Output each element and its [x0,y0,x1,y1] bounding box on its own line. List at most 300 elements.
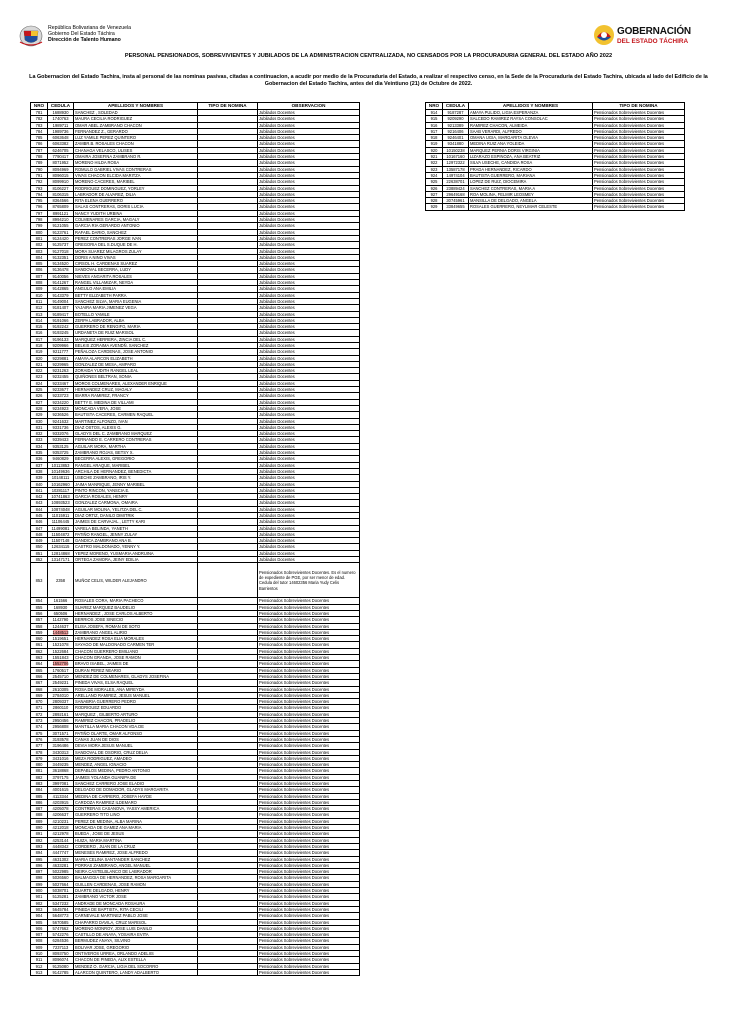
cell-nro: 808 [31,280,48,286]
cell-nro: 920 [426,147,443,153]
cell-observacion: Pensionados Sobrevivientes Docentes [258,957,360,963]
cell-cedula: 9236526 [48,412,74,418]
cell-nro: 874 [31,724,48,730]
cell-nombres: JAIMA MANRIQUE, JENNY MARIBEL [74,481,198,487]
document-title: PERSONAL PENSIONADOS, SOBREVIVIENTES Y JUBILADOS DE LA ADMINISTRACION CENTRALIZADA, NO CENSADOS POR LA PROCURADURIA GENERAL DEL ESTADO AÑO 2022 [124,53,613,59]
cell-nro: 824 [31,380,48,386]
cell-nro: 893 [31,843,48,849]
cell-nombres: DEPABLOS MEDINA, PEDRO ANTONIO [74,768,198,774]
cell-cedula: 9187287 [443,110,469,116]
cell-nro: 896 [31,862,48,868]
left-table-header [31,103,360,110]
cell-nombres: AGUILAR MOLINA, YELITZA DEL C. [74,506,198,512]
cell-cedula: 5645784 [48,906,74,912]
cell-observacion: Pensionados Sobrevivientes Docentes [258,774,360,780]
cell-nombres: QUIÑONES BELTRAN, SONIA [74,374,198,380]
cell-observacion: Pensionados Sobrevivientes Docentes [258,780,360,786]
cell-nombres: BETTY ELIZABETH PARRA [74,292,198,298]
cell-nombres: BECERRA ALEXIS, GREGORIO [74,456,198,462]
cell-tipo-nomina: Pensionados Sobrevivientes Docentes [593,172,685,178]
cell-observacion: Jubilados Docentes [258,217,360,223]
cell-nro: 843 [31,500,48,506]
cell-nro: 923 [426,166,443,172]
cell-nombres: RODRIGUEZ DOMINGUEZ, YORLEY [74,185,198,191]
cell-observacion: Jubilados Docentes [258,405,360,411]
cell-cedula: 7237113 [48,944,74,950]
cell-nro: 804 [31,254,48,260]
cell-nro: 834 [31,443,48,449]
cell-cedula: 9149004 [48,298,74,304]
cell-cedula: 1688930 [48,110,74,116]
cell-observacion: Jubilados Docentes [258,280,360,286]
cell-nombres: BOTELLO YAMILE [74,311,198,317]
cell-nombres: MARQUEZ PERNIA DORIS VIRGINIA [469,147,593,153]
cell-nro: 787 [31,147,48,153]
cell-nombres: MAURA CECILIA RODRIGUEZ [74,116,198,122]
cell-nro: 926 [426,185,443,191]
cell-cedula: 10113853 [48,462,74,468]
cell-observacion: Jubilados Docentes [258,204,360,210]
cell-cedula: 3431016 [48,755,74,761]
cell-nro: 828 [31,405,48,411]
cell-nombres: PEREZ CONTRERAS JORGE IVAN [74,235,198,241]
cell-observacion: Pensionados Sobrevivientes Docentes [258,743,360,749]
cell-nombres: MONCADA VERA, JOSE [74,405,198,411]
cell-observacion: Jubilados Docentes [258,349,360,355]
cell-cedula: 4633281 [48,862,74,868]
cell-nro: 805 [31,261,48,267]
cell-cedula: 3430313 [48,749,74,755]
cell-nro: 929 [426,204,443,210]
cell-nombres: CARDOZA RAMIREZ ILDEMARO [74,799,198,805]
cell-nombres: DELGADO DE DOMADOR, GLADYS MARGARITA [74,787,198,793]
cell-nro: 901 [31,894,48,900]
cell-cedula: 2809337 [48,699,74,705]
cell-cedula: 6284536 [48,938,74,944]
header-cedula: CEDULA [48,103,74,110]
cell-nombres: ZAMBR.B. ROSALES CHACON [74,141,198,147]
cell-nro: 912 [31,963,48,969]
cell-nombres: LOPEZ DE RUIZ, DIOCEMIRA [469,179,593,185]
cell-nombres: IBARRA RAMIREZ, FRANCY [74,393,198,399]
cell-nombres: PATIÑO OLARTE, OMAR ALFONSO [74,730,198,736]
cell-nombres: ROSALES CORA, MARIA PACHECO [74,598,198,604]
cell-nro: 786 [31,141,48,147]
cell-cedula: 8765809 [48,204,74,210]
cell-nro: 815 [31,324,48,330]
cell-nro: 814 [31,317,48,323]
cell-nombres: CIRSOL H. CARDENAS SUAREZ [74,261,198,267]
cell-observacion: Jubilados Docentes [258,110,360,116]
cell-nombres: ZAMBRANO ROJAS, BETSY X. [74,450,198,456]
cell-cedula: 4206637 [48,812,74,818]
cell-cedula: 9353725 [48,450,74,456]
cell-nro: 883 [31,780,48,786]
cell-nombres: CASTILLO DE ANAYA, YOSAIRA EVITA [74,932,198,938]
cell-cedula: 9233467 [48,380,74,386]
cell-nombres: SAYAGO DE MALDONADO CARMEN TER [74,642,198,648]
cell-observacion: Pensionados Sobrevivientes Docentes [258,825,360,831]
cell-nro: 906 [31,925,48,931]
cell-observacion: Jubilados Docentes [258,443,360,449]
cell-cedula: 2892161 [48,711,74,717]
cell-nombres: MONCADA DE GAMEZ ANA MARIA [74,825,198,831]
cell-cedula: 9216406 [443,128,469,134]
cell-observacion: Pensionados Sobrevivientes Docentes [258,598,360,604]
cell-observacion: Pensionados Sobrevivientes Docentes [258,604,360,610]
cell-nombres: PINEDA VIVAS, ELSA RAQUEL [74,680,198,686]
cell-nro: 861 [31,642,48,648]
cell-observacion: Pensionados Sobrevivientes Docentes [258,699,360,705]
cell-nombres: SILVA USECHE, CANDIDA ROSA [469,160,593,166]
header-nombres: APELLIDOS Y NOMBRES [74,103,198,110]
cell-nro: 871 [31,705,48,711]
cell-nro: 810 [31,292,48,298]
cell-nombres: HERNANDEZ CRUZ, MAGALY [74,387,198,393]
cell-nombres: DIAZ ORTIZ, DANILO DIMITRIK [74,513,198,519]
cell-cedula: 5670585 [48,919,74,925]
cell-cedula: 10874048 [48,506,74,512]
cell-nombres: JAIMES YOLANDA GUANIPA DE [74,774,198,780]
cell-nombres: MUÑOZ CELIS, WILDER ALEJANDRO [74,563,198,598]
cell-cedula: 10150238 [443,147,469,153]
cell-nombres: SALCEDO RAMIREZ RAYSA CONSOLAC [469,116,593,122]
cell-observacion: Pensionados Sobrevivientes Docentes [258,881,360,887]
cell-nro: 917 [426,128,443,134]
cell-cedula: 10167160 [443,154,469,160]
cell-cedula: 9229965 [48,361,74,367]
cell-observacion: Jubilados Docentes [258,387,360,393]
cell-nro: 783 [31,122,48,128]
cell-nombres: RAMIREZ CHACON, PRADELIO [74,718,198,724]
cell-observacion: Pensionados Sobrevivientes Docentes [258,843,360,849]
cell-nombres: OMAR ABEL ZAMBRANO CHACON [74,122,198,128]
cell-tipo-nomina: Pensionados Sobrevivientes Docentes [593,116,685,122]
left-table [30,102,360,976]
cell-nro: 866 [31,673,48,679]
cell-observacion: Jubilados Docentes [258,437,360,443]
cell-nro: 844 [31,506,48,512]
cell-cedula: 9123761 [48,229,74,235]
cell-nombres: DORIS A NINO VIVAS [74,254,198,260]
cell-cedula: 1760517 [48,667,74,673]
cell-observacion: Pensionados Sobrevivientes Docentes [258,762,360,768]
cell-nombres: MARQUEZ HERRERA, ZINCIA DEL C. [74,336,198,342]
cell-nombres: PEREZ DE MEDINA, ALBA MARINA [74,818,198,824]
cell-nro: 921 [426,154,443,160]
cell-cedula: 9211777 [48,349,74,355]
cell-nro: 823 [31,374,48,380]
cell-cedula: 9232455 [48,374,74,380]
cell-nro: 832 [31,431,48,437]
cell-cedula: 9233723 [48,393,74,399]
cell-nro: 887 [31,806,48,812]
cell-cedula: 10893523 [48,500,74,506]
cell-cedula: 9341880 [443,141,469,147]
cell-cedula: 9132351 [48,254,74,260]
cell-observacion: Pensionados Sobrevivientes Docentes [258,642,360,648]
cell-observacion: Pensionados Sobrevivientes Docentes [258,673,360,679]
cell-nro: 909 [31,944,48,950]
cell-nombres: SANDOVAL DE OSORIO, CRUZ DELIA [74,749,198,755]
cell-nombres: BALMAGGIA DE HERNANDEZ, ROSA MARGARITA [74,875,198,881]
cell-cedula: 9229881 [48,355,74,361]
cell-cedula: 9134520 [48,261,74,267]
cell-cedula: 2545710 [48,673,74,679]
cell-nro: 813 [31,311,48,317]
cell-cedula: 1989736 [48,128,74,134]
cell-cedula: 2860110 [48,705,74,711]
cell-cedula: 8096015 [48,172,74,178]
cell-nro: 855 [31,604,48,610]
cell-nombres: URDANETA DE RUIZ MARISOL [74,330,198,336]
cell-nro: 865 [31,667,48,673]
cell-nombres: DURAN PEREZ NEARIO [74,667,198,673]
cell-cedula: 650506 [48,610,74,616]
cell-nro: 793 [31,185,48,191]
cell-cedula: 8994210 [48,217,74,223]
cell-nro: 836 [31,456,48,462]
cell-cedula: 29649168 [443,191,469,197]
cell-nro: 798 [31,217,48,223]
cell-nombres: MARIA CELINA SANTANDER SANCHEZ [74,856,198,862]
cell-observacion: Jubilados Docentes [258,286,360,292]
cell-nro: 903 [31,906,48,912]
cell-observacion: Pensionados Sobrevivientes Docentes. Es el numero de expediente de PGE, por ser menor de edad. Cedula del tutor 14602356 Maria Yudy Celis Barrientos [258,563,360,598]
cell-nombres: MENDEZ, ANGEL IGNACIO [74,762,198,768]
cell-tipo-nomina [198,969,258,975]
cell-nro: 895 [31,856,48,862]
cell-nombres: ZORAIDA YUDITH RANGEL LEAL [74,368,198,374]
header-nro: NRO [426,103,443,110]
cell-nro: 878 [31,749,48,755]
cell-observacion: Pensionados Sobrevivientes Docentes [258,636,360,642]
cell-nro: 922 [426,160,443,166]
cell-cedula: 5022985 [48,869,74,875]
cell-cedula: 4212978 [48,831,74,837]
cell-observacion: Jubilados Docentes [258,160,360,166]
cell-cedula: 4205078 [48,806,74,812]
cell-observacion: Jubilados Docentes [258,298,360,304]
cell-nombres: LIZARAZO ESPINOZA, ANA BEATRIZ [469,154,593,160]
cell-nombres: FERNANDEZ Z., GERARDO [74,128,198,134]
cell-cedula: 8093750 [48,951,74,957]
cell-observacion: Pensionados Sobrevivientes Docentes [258,793,360,799]
cell-cedula: 1989711 [48,122,74,128]
cell-observacion: Jubilados Docentes [258,500,360,506]
cell-nro: 898 [31,875,48,881]
cell-nombres: ALARCON QUINTERO, LANDY ADALBERTO [74,969,198,975]
cell-observacion: Jubilados Docentes [258,506,360,512]
cell-nombres: ROSALES GUERRERO, NEYLIMAR CELESTE [469,204,593,210]
government-lines [48,25,131,44]
cell-cedula: 3797175 [48,774,74,780]
cell-observacion: Jubilados Docentes [258,399,360,405]
cell-observacion: Pensionados Sobrevivientes Docentes [258,850,360,856]
cell-nro: 882 [31,774,48,780]
cell-nombres: MARTINEZ ALFONZO, IVAN [74,418,198,424]
cell-nombres: FERNANDO E. CARRERO CONTRERAS [74,437,198,443]
cell-nro: 854 [31,598,48,604]
cell-cedula: 9246401 [443,135,469,141]
cell-nro: 881 [31,768,48,774]
cell-nro: 816 [31,330,48,336]
cell-nro: 838 [31,468,48,474]
cell-nro: 875 [31,730,48,736]
gobernacion-logo-icon [593,24,615,46]
cell-observacion: Pensionados Sobrevivientes Docentes [258,718,360,724]
cell-cedula: 9213389 [443,122,469,128]
cell-cedula: 9209966 [48,342,74,348]
cell-nro: 877 [31,743,48,749]
table-row [31,969,360,975]
cell-nombres: OMAIRA JOSEFINA ZAMBRANO R. [74,154,198,160]
cell-nombres: RITA ELENA GUERRERO [74,198,198,204]
cell-observacion: Pensionados Sobrevivientes Docentes [258,711,360,717]
cell-cedula: 11507148 [48,538,74,544]
cell-nombres: RODRIGUEZ EDUARDO [74,705,198,711]
cell-observacion: Jubilados Docentes [258,368,360,374]
cell-nombres: OMANA UGIA, MARGARITA OLEVIA [469,135,593,141]
cell-cedula: 10281117 [48,487,74,493]
cell-nro: 886 [31,799,48,805]
cell-nro: 839 [31,475,48,481]
cell-cedula: 9191066 [48,317,74,323]
cell-nro: 820 [31,355,48,361]
cell-nro: 858 [31,623,48,629]
cell-nro: 822 [31,368,48,374]
cell-cedula: 6246705 [48,147,74,153]
cell-cedula: 1448513 [48,629,74,635]
cell-observacion: Pensionados Sobrevivientes Docentes [258,932,360,938]
cell-nombres: GONZALEZ DE MESA, AMPARO [74,361,198,367]
cell-nombres: SANCHEZ CARRERO JOSE ELADIO [74,780,198,786]
cell-cedula: 22638701 [443,179,469,185]
cell-cedula: 2549231 [48,680,74,686]
cell-nombres: MARQUEZ , GILBERTO ARTURO [74,711,198,717]
cell-observacion: Pensionados Sobrevivientes Docentes [258,831,360,837]
cell-cedula: 2784010 [48,692,74,698]
cell-cedula: 9331736 [48,424,74,430]
cell-cedula: 9233677 [48,387,74,393]
cell-nro: 795 [31,198,48,204]
cell-nro: 860 [31,636,48,642]
cell-observacion: Jubilados Docentes [258,342,360,348]
cell-nro: 842 [31,494,48,500]
cell-nro: 791 [31,172,48,178]
cell-nro: 789 [31,160,48,166]
cell-nro: 928 [426,198,443,204]
header-right-logo [593,22,721,52]
cell-observacion: Pensionados Sobrevivientes Docentes [258,730,360,736]
cell-cedula: 3618868 [48,768,74,774]
cell-observacion: Jubilados Docentes [258,424,360,430]
cell-nro: 890 [31,825,48,831]
cell-observacion: Pensionados Sobrevivientes Docentes [258,749,360,755]
cell-nombres: YEPEZ MORENO, YUSMARIA ANDRUINA [74,550,198,556]
cell-nombres: HERNANDEZ , JOSE CARLOS ALBERTO [74,610,198,616]
cell-observacion: Jubilados Docentes [258,544,360,550]
cell-observacion: Pensionados Sobrevivientes Docentes [258,692,360,698]
cell-nombres: VIVAS CHACON ELCIDA MARITZA [74,172,198,178]
cell-cedula: 9124420 [48,235,74,241]
cell-observacion: Jubilados Docentes [258,330,360,336]
cell-nombres: LABRADOR DE ALVAREZ, DILIA [74,191,198,197]
cell-observacion: Pensionados Sobrevivientes Docentes [258,906,360,912]
coat-of-arms-icon [18,22,44,48]
cell-nombres: YAJAIRA MARIA JIMENEZ VEGA [74,305,198,311]
cell-observacion: Jubilados Docentes [258,380,360,386]
cell-nombres: MORENO HILDA ROSA [74,160,198,166]
table-row [426,204,685,210]
cell-observacion: Jubilados Docentes [258,261,360,267]
cell-nombres: ZERPA LABRADOR, ALBA [74,317,198,323]
cell-tipo-nomina: Pensionados Sobrevivientes Docentes [593,166,685,172]
cell-nro: 785 [31,135,48,141]
cell-nro: 825 [31,387,48,393]
cell-nombres: VARELA BELINDA, YANETH [74,525,198,531]
cell-nombres: ROA MOLINA, FELMIR LEOSMEY [469,191,593,197]
cell-cedula: 11504872 [48,531,74,537]
cell-nombres: MENDEZ DE COLMENARES, GLADYS JOSEFINA [74,673,198,679]
cell-cedula: 1551843 [48,655,74,661]
cell-observacion: Jubilados Docentes [258,557,360,563]
cell-cedula: 33849655 [443,204,469,210]
cell-cedula: 9192242 [48,324,74,330]
cell-nro: 867 [31,680,48,686]
cell-observacion: Pensionados Sobrevivientes Docentes [258,768,360,774]
cell-nro: 837 [31,462,48,468]
cell-nombres: ANGULO ANA EMILIA [74,286,198,292]
cell-nombres: NEIRA CASTELBLANCO DE LABRADOR [74,869,198,875]
cell-observacion: Jubilados Docentes [258,185,360,191]
cell-nro: 803 [31,248,48,254]
cell-nro: 876 [31,736,48,742]
cell-cedula: 9127018 [48,248,74,254]
cell-cedula: 5027664 [48,881,74,887]
cell-observacion: Pensionados Sobrevivientes Docentes [258,623,360,629]
cell-nro: 927 [426,191,443,197]
cell-nombres: BRAVO ISABEL, JAIMES DE [74,661,198,667]
cell-nombres: PORRAS ZAMBRANO, ANGEL MANUEL [74,862,198,868]
cell-nro: 908 [31,938,48,944]
cell-cedula: 1521078 [48,642,74,648]
cell-nombres: ARCHILA DE HERNANDEZ, BENEDICTA [74,468,198,474]
cell-cedula: 2610305 [48,686,74,692]
cell-observacion: Jubilados Docentes [258,538,360,544]
cell-nombres: PATIÑO RANGEL, JENNY ZULAY [74,531,198,537]
cell-nro: 830 [31,418,48,424]
cell-nro: 833 [31,437,48,443]
cell-nombres: HERNANDEZ ROSA ELIA MORALES [74,636,198,642]
cell-observacion: Jubilados Docentes [258,147,360,153]
cell-observacion: Jubilados Docentes [258,172,360,178]
cell-nro: 802 [31,242,48,248]
cell-nombres: AGUILAR MORA, MARTHA [74,443,198,449]
cell-nombres: SANDOVAL BECERRA, LUDY [74,267,198,273]
cell-nombres: ELISA JOSEFA, ROMAN DE SOTO [74,623,198,629]
header-nro: NRO [31,103,48,110]
cell-nombres: BAUTISTA CACERES, CARMEN RAQUEL [74,412,198,418]
cell-observacion: Jubilados Docentes [258,462,360,468]
cell-nro: 885 [31,793,48,799]
cell-observacion: Jubilados Docentes [258,254,360,260]
cell-nombres: MEDINA RUIZ ANA YOLEIDA [469,141,593,147]
cell-nombres: COLMENARES GARCIA, MAGALY [74,217,198,223]
cell-nro: 907 [31,932,48,938]
cell-cedula: 11015911 [48,513,74,519]
cell-observacion: Pensionados Sobrevivientes Docentes [258,963,360,969]
